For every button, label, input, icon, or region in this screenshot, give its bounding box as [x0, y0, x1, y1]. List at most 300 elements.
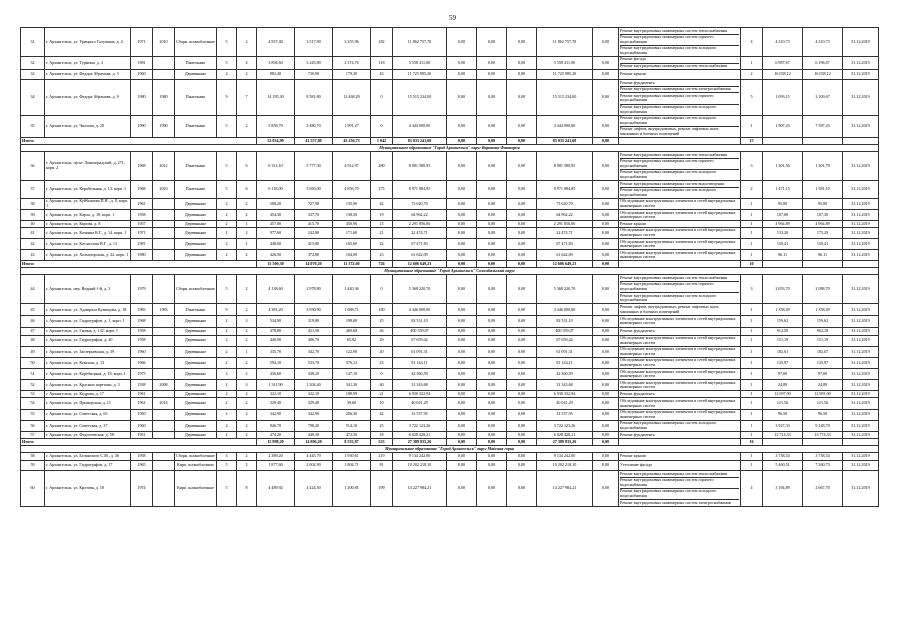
c1-cell: 0,00: [447, 56, 477, 69]
s3-cell: 341,30: [333, 380, 371, 391]
work-item: Ремонт внутридомовых инженерных систем холодного водоснабжения: [620, 420, 717, 430]
address-cell: г. Архангельск, ул. Корабельная, д. 13, корп. 1: [45, 181, 131, 199]
work-item: Ремонт внутридомовых инженерных систем электроснабжения: [620, 499, 731, 505]
material-cell: Деревянные: [175, 316, 217, 327]
address-cell: г. Архангельск, ул. Заозерьевская, д. 39: [45, 346, 131, 357]
unit-cost-cell: 95,80: [763, 198, 803, 209]
row-number: 32: [21, 56, 45, 69]
c2-cell: 0,00: [477, 391, 507, 398]
s2-cell: 440,30: [295, 432, 333, 439]
material-cell: Деревянные: [175, 239, 217, 250]
work-item: Обследование конструктивных элементов и сетей внутридомовых инженерных систем: [620, 397, 736, 408]
c1-cell: 0,00: [447, 380, 477, 391]
row-number: 58: [21, 453, 45, 461]
residents-cell: 42: [371, 198, 393, 209]
c1-cell: 0,00: [447, 346, 477, 357]
s3-cell: 1 688,71: [333, 304, 371, 316]
cost-cell: 8 971 084,85: [393, 181, 447, 199]
work-item: Ремонт фундамента: [620, 327, 655, 333]
c3-cell: 0,00: [507, 56, 537, 69]
table-row: [21, 210, 879, 221]
entrances-cell: 2: [237, 391, 257, 398]
floors-cell: 5: [217, 471, 237, 507]
year1-cell: 1958: [131, 327, 153, 335]
table-row: [21, 409, 879, 420]
total-c5: 0,00: [593, 138, 619, 145]
s3-cell: 1 930,61: [333, 453, 371, 461]
work-count-cell: 1: [741, 369, 763, 380]
residents-cell: 0: [371, 369, 393, 380]
table-row: [21, 453, 879, 461]
s1-cell: 3 894,60: [257, 56, 295, 69]
total-u1: [763, 138, 803, 145]
year1-cell: 1958: [131, 335, 153, 346]
cost-cell: 5 368 220,70: [393, 275, 447, 304]
c2-cell: 0,00: [477, 461, 507, 471]
total-works: [619, 138, 741, 145]
cost-cell: 14 227 984,21: [393, 471, 447, 507]
year1-cell: 1971: [131, 227, 153, 238]
unit-cost-cell: 2 053,70: [763, 275, 803, 304]
c3-cell: 0,00: [507, 316, 537, 327]
s1-cell: 342,90: [257, 409, 295, 420]
table-row: [21, 380, 879, 391]
c3-cell: 0,00: [507, 115, 537, 137]
year1-cell: 1980: [131, 250, 153, 261]
table-row: [21, 471, 879, 507]
s1-cell: 478,80: [257, 327, 295, 335]
unit-cost-cell: 121,56: [763, 398, 803, 409]
work-item: Обследование конструктивных элементов и сетей внутридомовых инженерных систем: [620, 238, 736, 249]
c2-cell: 0,00: [477, 239, 507, 250]
address-cell: г. Архангельск, ул. Приморская, д. 11: [45, 398, 131, 409]
address-cell: г. Архангельск, ул. Советская, д. 65: [45, 409, 131, 420]
work-item: Ремонт внутридомовых инженерных систем теплоснабжения: [620, 275, 739, 282]
works-cell: [619, 346, 741, 357]
work-count-cell: 1: [741, 346, 763, 357]
work-item: Ремонт внутридомовых инженерных систем теплоснабжения: [620, 471, 739, 478]
year1-cell: 1951: [131, 432, 153, 439]
address-cell: г. Архангельск, ул. Адмирала Кузнецова, д. 18: [45, 304, 131, 316]
work-item: Ремонт крыши: [620, 220, 646, 226]
material-cell: Деревянные: [175, 327, 217, 335]
max-unit-cost-cell: 7 587,43: [803, 115, 843, 137]
work-count-cell: 1: [741, 420, 763, 431]
table-row: [21, 80, 879, 116]
s1-cell: 440,00: [257, 335, 295, 346]
cost-cell: 8 081 580,95: [393, 152, 447, 181]
total-label: Итого:: [21, 261, 257, 268]
residents-cell: 13: [371, 221, 393, 228]
completion-date-cell: 31.12.2019: [843, 198, 879, 209]
c2-cell: 0,00: [477, 453, 507, 461]
c3-cell: 0,00: [507, 335, 537, 346]
c1-cell: 0,00: [447, 335, 477, 346]
entrances-cell: 2: [237, 335, 257, 346]
max-unit-cost-cell: 24,89: [803, 380, 843, 391]
address-cell: г. Архангельск, ул. Холмогорская, д. 22, корп. 1: [45, 250, 131, 261]
total-c3: 0,00: [507, 138, 537, 145]
unit-cost-cell: 24,89: [763, 380, 803, 391]
floors-cell: 2: [217, 250, 237, 261]
unit-cost-cell: 96,11: [763, 250, 803, 261]
work-item: Обследование конструктивных элементов и сетей внутридомовых инженерных систем: [620, 368, 736, 379]
work-item: Ремонт внутридомовых инженерных систем холодного водоснабжения: [620, 489, 739, 500]
c5-cell: 0,00: [593, 398, 619, 409]
c2-cell: 0,00: [477, 380, 507, 391]
works-cell: [619, 391, 741, 398]
s2-cell: 319,80: [295, 316, 333, 327]
year2-cell: [153, 461, 175, 471]
address-cell: г. Архангельск, ул. Куйбышева П.Н., д. 8, корп. 1: [45, 198, 131, 209]
s2-cell: 242,80: [295, 227, 333, 238]
floors-cell: 2: [217, 327, 237, 335]
material-cell: Деревянные: [175, 391, 217, 398]
work-item: Ремонт внутридомовых инженерных систем водоотведения: [620, 181, 739, 188]
c1-cell: 0,00: [447, 316, 477, 327]
c2-cell: 0,00: [477, 210, 507, 221]
completion-date-cell: 31.12.2019: [843, 432, 879, 439]
work-count-cell: 1: [741, 391, 763, 398]
floors-cell: 2: [217, 70, 237, 80]
year1-cell: 1974: [131, 471, 153, 507]
work-item: Ремонт внутридомовых инженерных систем холодного водоснабжения: [620, 45, 717, 55]
work-count-cell: 3: [741, 152, 763, 181]
c3-cell: 0,00: [507, 250, 537, 261]
works-cell: [619, 357, 741, 368]
c5-cell: 0,00: [593, 115, 619, 137]
s1-cell: 426,50: [257, 250, 295, 261]
year2-cell: [153, 327, 175, 335]
unit-cost-cell: 1 358,49: [763, 304, 803, 316]
s3-cell: 135,90: [333, 198, 371, 209]
address-cell: г. Архангельск, ул. Красных партизан, д. 3: [45, 380, 131, 391]
completion-date-cell: 31.12.2019: [843, 380, 879, 391]
c3-cell: 0,00: [507, 391, 537, 398]
year2-cell: 2010: [153, 28, 175, 57]
s2-cell: 4 424,50: [295, 471, 333, 507]
entrances-cell: 1: [237, 346, 257, 357]
entrances-cell: 1: [237, 221, 257, 228]
work-count-cell: 4: [741, 471, 763, 507]
year1-cell: 1968: [131, 152, 153, 181]
entrances-cell: 2: [237, 432, 257, 439]
c4-cell: 67 659,42: [537, 335, 593, 346]
work-item: Ремонт крыши: [620, 453, 646, 459]
s1-cell: 946,70: [257, 420, 295, 431]
entrances-cell: 2: [237, 70, 257, 80]
s2-cell: 322,10: [295, 391, 333, 398]
total-c3: 0,00: [507, 261, 537, 268]
c5-cell: 0,00: [593, 471, 619, 507]
unit-cost-cell: 135,97: [763, 357, 803, 368]
c1-cell: 0,00: [447, 70, 477, 80]
c4-cell: 11 725 985,20: [537, 70, 593, 80]
total-s3: 45 256,73: [333, 138, 371, 145]
c4-cell: 9 134 242,00: [537, 453, 593, 461]
work-item: Ремонт фундамента: [620, 80, 739, 87]
floors-cell: 2: [217, 239, 237, 250]
s2-cell: 3 245,80: [295, 56, 333, 69]
c4-cell: 61 642,09: [537, 250, 593, 261]
year1-cell: 1958: [131, 453, 153, 461]
c4-cell: 31 537,95: [537, 409, 593, 420]
residents-cell: 23: [371, 357, 393, 368]
max-unit-cost-cell: 151,19: [803, 335, 843, 346]
works-cell: [619, 181, 741, 199]
table-row: [21, 316, 879, 327]
unit-cost-cell: 1 501,56: [763, 152, 803, 181]
work-item: Ремонт крыши: [620, 71, 646, 77]
cost-cell: 42 360,59: [393, 369, 447, 380]
unit-cost-cell: 12 697,00: [763, 391, 803, 398]
c5-cell: 0,00: [593, 461, 619, 471]
c5-cell: 0,00: [593, 221, 619, 228]
work-count-cell: 5: [741, 80, 763, 116]
s1-cell: 448,60: [257, 239, 295, 250]
work-count-cell: 1: [741, 221, 763, 228]
works-cell: [619, 335, 741, 346]
s2-cell: 533,70: [295, 357, 333, 368]
row-number: 57: [21, 432, 45, 439]
unit-cost-cell: 107,00: [763, 210, 803, 221]
c5-cell: 0,00: [593, 391, 619, 398]
completion-date-cell: 31.12.2019: [843, 398, 879, 409]
c4-cell: 15 515 234,00: [537, 80, 593, 116]
c2-cell: 0,00: [477, 250, 507, 261]
floors-cell: 2: [217, 420, 237, 431]
c3-cell: 0,00: [507, 357, 537, 368]
completion-date-cell: 31.12.2019: [843, 227, 879, 238]
entrances-cell: 2: [237, 420, 257, 431]
s1-cell: 474,20: [257, 432, 295, 439]
year1-cell: 1961: [131, 398, 153, 409]
c2-cell: 0,00: [477, 346, 507, 357]
works-cell: [619, 80, 741, 116]
unit-cost-cell: 96,50: [763, 409, 803, 420]
table-row: [21, 327, 879, 335]
work-item: Ремонт лифтов, внутридомовых, ремонт лифтовых шахт, машинных и блочных помещений: [620, 126, 720, 136]
floors-cell: 2: [217, 316, 237, 327]
row-number: 44: [21, 275, 45, 304]
c5-cell: 0,00: [593, 250, 619, 261]
floors-cell: 5: [217, 181, 237, 199]
row-number: 49: [21, 346, 45, 357]
year1-cell: 1958: [131, 210, 153, 221]
floors-cell: 2: [217, 198, 237, 209]
year2-cell: [153, 250, 175, 261]
works-cell: [619, 369, 741, 380]
c4-cell: 10 202 218,10: [537, 461, 593, 471]
address-cell: г. Архангельск, ул. Урицкого Галушина, д. 4: [45, 28, 131, 57]
row-number: 36: [21, 152, 45, 181]
material-cell: Деревянные: [175, 250, 217, 261]
c5-cell: 0,00: [593, 432, 619, 439]
works-cell: [619, 409, 741, 420]
completion-date-cell: 31.12.2019: [843, 471, 879, 507]
residents-cell: 23: [371, 250, 393, 261]
work-count-cell: 1: [741, 210, 763, 221]
s1-cell: 594,10: [257, 357, 295, 368]
work-item: Ремонт фундамента: [620, 431, 655, 437]
completion-date-cell: 31.12.2019: [843, 80, 879, 116]
year1-cell: 1957: [131, 221, 153, 228]
year1-cell: 1960: [131, 346, 153, 357]
c2-cell: 0,00: [477, 420, 507, 431]
year2-cell: 2010: [153, 181, 175, 199]
floors-cell: 2: [217, 398, 237, 409]
c1-cell: 0,00: [447, 152, 477, 181]
c5-cell: 0,00: [593, 70, 619, 80]
c1-cell: 0,00: [447, 181, 477, 199]
completion-date-cell: 31.12.2019: [843, 335, 879, 346]
c5-cell: 0,00: [593, 453, 619, 461]
floors-cell: 2: [217, 210, 237, 221]
entrances-cell: 3: [237, 316, 257, 327]
c5-cell: 0,00: [593, 357, 619, 368]
floors-cell: 2: [217, 227, 237, 238]
entrances-cell: 2: [237, 115, 257, 137]
year2-cell: [153, 453, 175, 461]
c1-cell: 0,00: [447, 275, 477, 304]
completion-date-cell: 31.12.2019: [843, 316, 879, 327]
floors-cell: 2: [217, 391, 237, 398]
entrances-cell: 7: [237, 80, 257, 116]
year1-cell: 1981: [131, 56, 153, 69]
material-cell: Деревянные: [175, 380, 217, 391]
year1-cell: 1990: [131, 115, 153, 137]
floors-cell: 5: [217, 28, 237, 57]
max-unit-cost-cell: 9 148,70: [803, 420, 843, 431]
s3-cell: 198,00: [333, 316, 371, 327]
c4-cell: 14 227 984,21: [537, 471, 593, 507]
total-works: [619, 439, 741, 446]
year2-cell: [153, 357, 175, 368]
c4-cell: 31 343,68: [537, 380, 593, 391]
total-label: Итого:: [21, 439, 257, 446]
works-cell: [619, 250, 741, 261]
unit-cost-cell: 16 058,12: [763, 70, 803, 80]
c3-cell: 0,00: [507, 380, 537, 391]
material-cell: Кирп. шлакоблочные: [175, 461, 217, 471]
material-cell: Деревянные: [175, 420, 217, 431]
c5-cell: 0,00: [593, 304, 619, 316]
work-item: Ремонт внутридомовых инженерных систем холодного водоснабжения: [620, 116, 739, 127]
s3-cell: 104,00: [333, 250, 371, 261]
total-c4: 27 389 835,26: [537, 439, 593, 446]
c4-cell: 400 559,07: [537, 327, 593, 335]
s1-cell: 882,40: [257, 70, 295, 80]
works-cell: [619, 275, 741, 304]
floors-cell: 3: [217, 453, 237, 461]
c4-cell: 64 962,22: [537, 210, 593, 221]
total-work-count: 15: [741, 138, 763, 145]
c2-cell: 0,00: [477, 115, 507, 137]
max-unit-cost-cell: 7 260,73: [803, 461, 843, 471]
unit-cost-cell: 1 907,43: [763, 115, 803, 137]
c1-cell: 0,00: [447, 250, 477, 261]
entrances-cell: 6: [237, 152, 257, 181]
material-cell: Деревянные: [175, 346, 217, 357]
address-cell: г. Архангельск, ул. Федора Абрамова, д. 9: [45, 80, 131, 116]
work-count-cell: 1: [741, 398, 763, 409]
s1-cell: 322,10: [257, 391, 295, 398]
material-cell: Сборн. шлакоблочные: [175, 453, 217, 461]
work-count-cell: 1: [741, 316, 763, 327]
total-date: [843, 138, 879, 145]
cost-cell: 400 559,07: [393, 327, 447, 335]
residents-cell: 10: [371, 398, 393, 409]
year1-cell: 1961: [131, 391, 153, 398]
c3-cell: 0,00: [507, 420, 537, 431]
residents-cell: 29: [371, 335, 393, 346]
s2-cell: 421,50: [295, 327, 333, 335]
s2-cell: 406,70: [295, 335, 333, 346]
residents-cell: 275: [371, 181, 393, 199]
address-cell: г. Архангельск, ул. Гагина, д. 132, корп. 1: [45, 327, 131, 335]
s2-cell: 3 950,90: [295, 304, 333, 316]
completion-date-cell: 31.12.2019: [843, 70, 879, 80]
c4-cell: 4 444 000,00: [537, 115, 593, 137]
works-cell: [619, 461, 741, 471]
s3-cell: 39,60: [333, 398, 371, 409]
year1-cell: 1950: [131, 409, 153, 420]
address-cell: г. Архангельск, ул. Федосеевская, д. 58: [45, 432, 131, 439]
s2-cell: 727,90: [295, 198, 333, 209]
entrances-cell: 2: [237, 327, 257, 335]
unit-cost-cell: 97,00: [763, 369, 803, 380]
c3-cell: 0,00: [507, 432, 537, 439]
s1-cell: 534,90: [257, 316, 295, 327]
s3-cell: 4 912,97: [333, 152, 371, 181]
total-c3: 0,00: [507, 439, 537, 446]
address-cell: г. Архангельск, ул. Котласская И.Г., д. 13: [45, 239, 131, 250]
total-s3: 8 555,87: [333, 439, 371, 446]
c3-cell: 0,00: [507, 239, 537, 250]
material-cell: Деревянные: [175, 198, 217, 209]
floors-cell: 2: [217, 409, 237, 420]
s2-cell: 1 204,40: [295, 380, 333, 391]
s2-cell: 415,80: [295, 239, 333, 250]
total-c2: 0,00: [477, 138, 507, 145]
work-count-cell: 4: [741, 28, 763, 57]
residents-cell: 25: [371, 420, 393, 431]
max-unit-cost-cell: 175,29: [803, 227, 843, 238]
max-unit-cost-cell: 97,00: [803, 369, 843, 380]
unit-cost-cell: 159,62: [763, 316, 803, 327]
cost-cell: 6 930 332,94: [393, 391, 447, 398]
work-item: Обследование конструктивных элементов и сетей внутридомовых инженерных систем: [620, 409, 736, 419]
c1-cell: 0,00: [447, 453, 477, 461]
table-row: [21, 56, 879, 69]
s2-cell: 2 480,70: [295, 115, 333, 137]
unit-cost-cell: 133,20: [763, 227, 803, 238]
c5-cell: 0,00: [593, 80, 619, 116]
cost-cell: 10 202 218,10: [393, 461, 447, 471]
completion-date-cell: 31.12.2019: [843, 461, 879, 471]
work-item: Ремонт внутридомовых инженерных систем горячего водоснабжения: [620, 35, 739, 46]
work-count-cell: 1: [741, 335, 763, 346]
work-count-cell: 1: [741, 304, 763, 316]
residents-cell: 25: [371, 316, 393, 327]
s3-cell: 1 420,36: [333, 275, 371, 304]
c1-cell: 0,00: [447, 304, 477, 316]
section-header-row: [21, 446, 879, 453]
completion-date-cell: 31.12.2019: [843, 275, 879, 304]
entrances-cell: 8: [237, 471, 257, 507]
c3-cell: 0,00: [507, 152, 537, 181]
year2-cell: [153, 420, 175, 431]
